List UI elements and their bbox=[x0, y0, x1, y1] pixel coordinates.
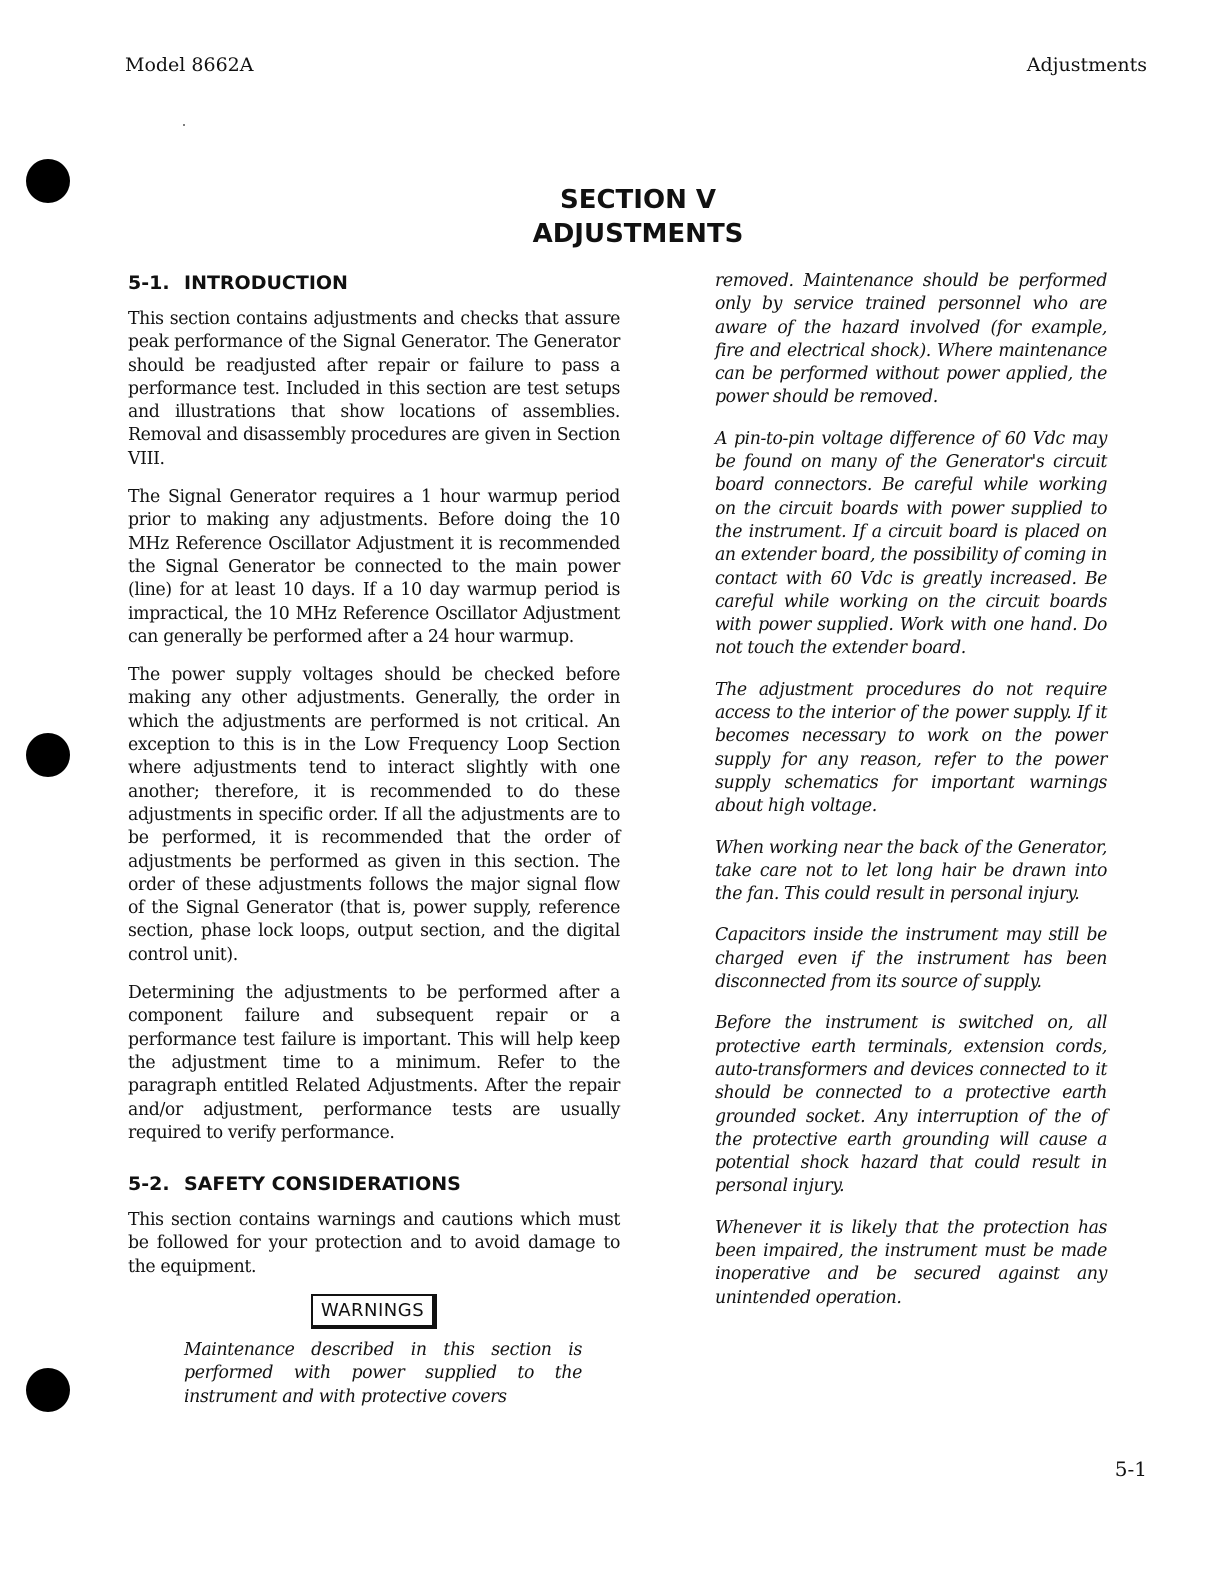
header-chapter: Adjustments bbox=[1026, 54, 1147, 76]
warnings-label-wrap bbox=[128, 1294, 620, 1329]
heading-text: SAFETY CONSIDERATIONS bbox=[184, 1173, 461, 1196]
page-number: 5-1 bbox=[1114, 1457, 1147, 1481]
binder-hole bbox=[26, 1368, 70, 1412]
safety-heading bbox=[128, 1171, 620, 1197]
section-number: SECTION V bbox=[559, 185, 716, 215]
warning-text: Before the instrument is switched on, all protective earth terminals, extension cords, auto-transformers and devices connected to it should be connected to a protective earth grounded socket. Any interruption of the of the protective earth grounding will cause a potential shock hazard that could result in personal injury. bbox=[715, 1013, 1107, 1197]
intro-paragraph: The power supply voltages should be checked before making any other adjustments. Generally, the order in which the adjustments are performed is not critical. An exception to this is in the Low Frequency Loop Section where adjustments tend to interact slightly with one another; therefore, it is recommended to do these adjustments in specific order. If all the adjustments are to be performed, it is recommended that the order of adjustments be performed as given in this section. The order of these adjustments follows the major signal flow of the Signal Generator (that is, power supply, reference section, phase lock loops, output section, and the digital control unit). bbox=[128, 665, 620, 965]
binder-hole bbox=[26, 159, 70, 203]
scan-speck bbox=[183, 124, 185, 126]
warning-text: When working near the back of the Generator, take care not to let long hair be drawn into the fan. This could result in personal injury. bbox=[715, 837, 1107, 905]
warning-text: removed. Maintenance should be performed only by service trained personnel who are aware of the hazard involved (for example, fire and electrical shock). Where maintenance can be performed without power applied, the power should be removed. bbox=[715, 271, 1107, 408]
header-model: Model 8662A bbox=[125, 54, 254, 76]
warning-text: The adjustment procedures do not require access to the interior of the power supply. If it becomes necessary to work on the power supply for any reason, refer to the power supply schematics for important warnings about high voltage. bbox=[715, 679, 1107, 817]
safety-paragraph: This section contains warnings and cautions which must be followed for your protection and to avoid damage to the equipment. bbox=[128, 1210, 620, 1277]
left-column bbox=[128, 270, 620, 1424]
heading-number: 5-1. bbox=[128, 272, 170, 294]
warnings-label: WARNINGS bbox=[311, 1294, 437, 1329]
introduction-heading bbox=[128, 270, 620, 296]
section-name: ADJUSTMENTS bbox=[532, 219, 744, 249]
warning-text: Maintenance described in this section is performed with power supplied to the instrument and with protective covers bbox=[184, 1339, 582, 1407]
heading-number: 5-2. bbox=[128, 1173, 170, 1196]
binder-hole bbox=[26, 733, 70, 777]
intro-paragraph: Determining the adjustments to be performed after a component failure and subsequent repair or a performance test failure is important. This will help keep the adjustment time to a minimum. Refer to the paragraph entitled Related Adjustments. After the repair and/or adjustment, performance tests are usually required to verify performance. bbox=[128, 983, 620, 1143]
warning-text: A pin-to-pin voltage difference of 60 Vdc may be found on many of the Generator's circuit board connectors. Be careful while working on the circuit boards with power supplied to the instrument. If a circuit board is placed on an extender board, the possibility of coming in contact with 60 Vdc is greatly increased. Be careful while working on the circuit boards with power supplied. Work with one hand. Do not touch the extender board. bbox=[715, 428, 1107, 659]
section-title bbox=[500, 183, 776, 251]
warning-text: Capacitors inside the instrument may still be charged even if the instrument has been disconnected from its source of supply. bbox=[715, 925, 1107, 993]
right-column bbox=[715, 270, 1107, 1328]
warning-text: Whenever it is likely that the protection has been impaired, the instrument must be made inoperative and be secured against any unintended operation. bbox=[715, 1217, 1107, 1308]
intro-paragraph: The Signal Generator requires a 1 hour warmup period prior to making any adjustments. Before doing the 10 MHz Reference Oscillator Adjustment it is recommended the Signal Generator be connected to the main power (line) for at least 10 days. If a 10 day warmup period is impractical, the 10 MHz Reference Oscillator Adjustment can generally be performed after a 24 hour warmup. bbox=[128, 487, 620, 647]
intro-paragraph: This section contains adjustments and checks that assure peak performance of the Signal Generator. The Generator should be readjusted after repair or failure to pass a performance test. Included in this section are test setups and illustrations that show locations of assemblies. Removal and disassembly procedures are given in Section VIII. bbox=[128, 309, 620, 469]
heading-text: INTRODUCTION bbox=[184, 272, 348, 294]
